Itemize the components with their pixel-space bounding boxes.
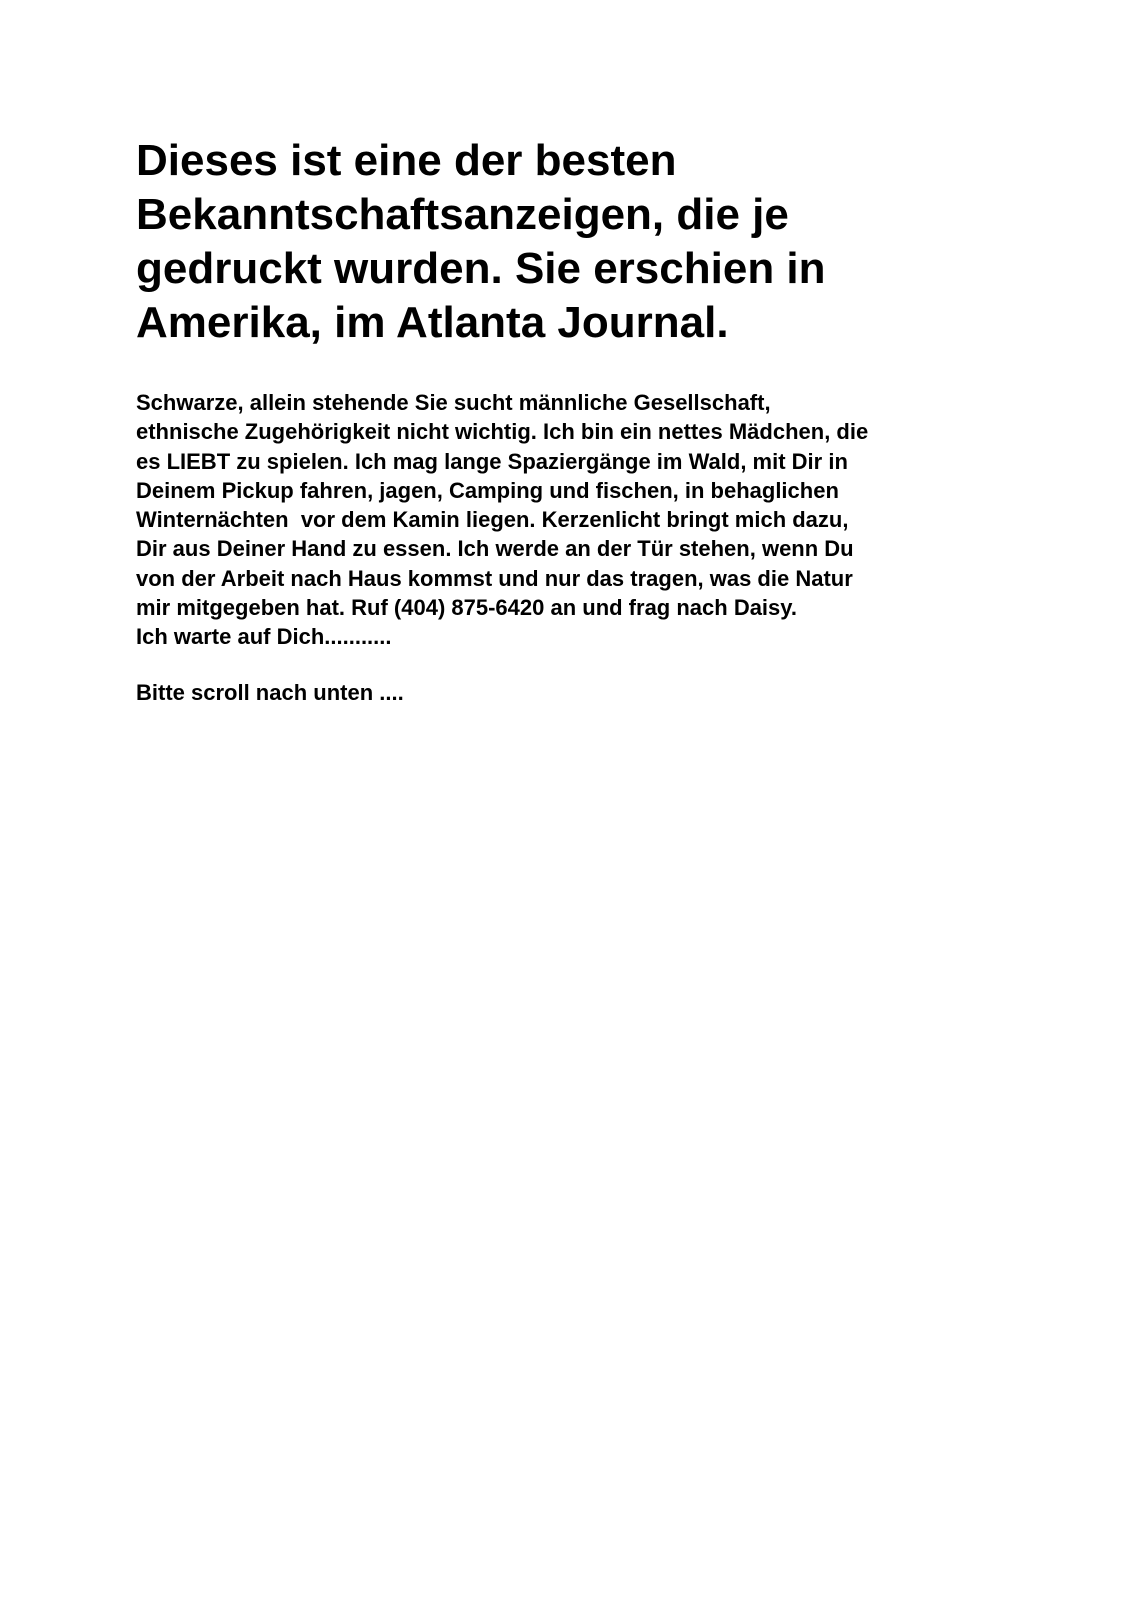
- ad-text-line: Winternächten vor dem Kamin liegen. Kerzenlicht bringt mich dazu,: [136, 507, 849, 533]
- headline-line: Bekanntschaftsanzeigen, die je: [136, 190, 789, 239]
- document-content: [136, 134, 1016, 707]
- ad-text-line: es LIEBT zu spielen. Ich mag lange Spaziergänge im Wald, mit Dir in: [136, 448, 848, 474]
- headline-line: gedruckt wurden. Sie erschien in: [136, 244, 826, 293]
- ad-text: [136, 388, 1016, 652]
- ad-text-line: ethnische Zugehörigkeit nicht wichtig. Ich bin ein nettes Mädchen, die: [136, 419, 869, 445]
- ad-text-line: Schwarze, allein stehende Sie sucht männliche Gesellschaft,: [136, 390, 771, 415]
- ad-text-line: mir mitgegeben hat. Ruf (404) 875-6420 an und frag nach Daisy.: [136, 595, 797, 621]
- ad-text-line: Dir aus Deiner Hand zu essen. Ich werde an der Tür stehen, wenn Du: [136, 536, 854, 562]
- ad-text-line: von der Arbeit nach Haus kommst und nur das tragen, was die Natur: [136, 565, 853, 591]
- ad-text-line: Deinem Pickup fahren, jagen, Camping und fischen, in behaglichen: [136, 477, 839, 503]
- scroll-hint: Bitte scroll nach unten ....: [136, 679, 404, 705]
- headline-line: Dieses ist eine der besten: [136, 136, 677, 185]
- ad-text-line: Ich warte auf Dich...........: [136, 624, 392, 650]
- headline: [136, 134, 1016, 350]
- headline-line: Amerika, im Atlanta Journal.: [136, 298, 729, 347]
